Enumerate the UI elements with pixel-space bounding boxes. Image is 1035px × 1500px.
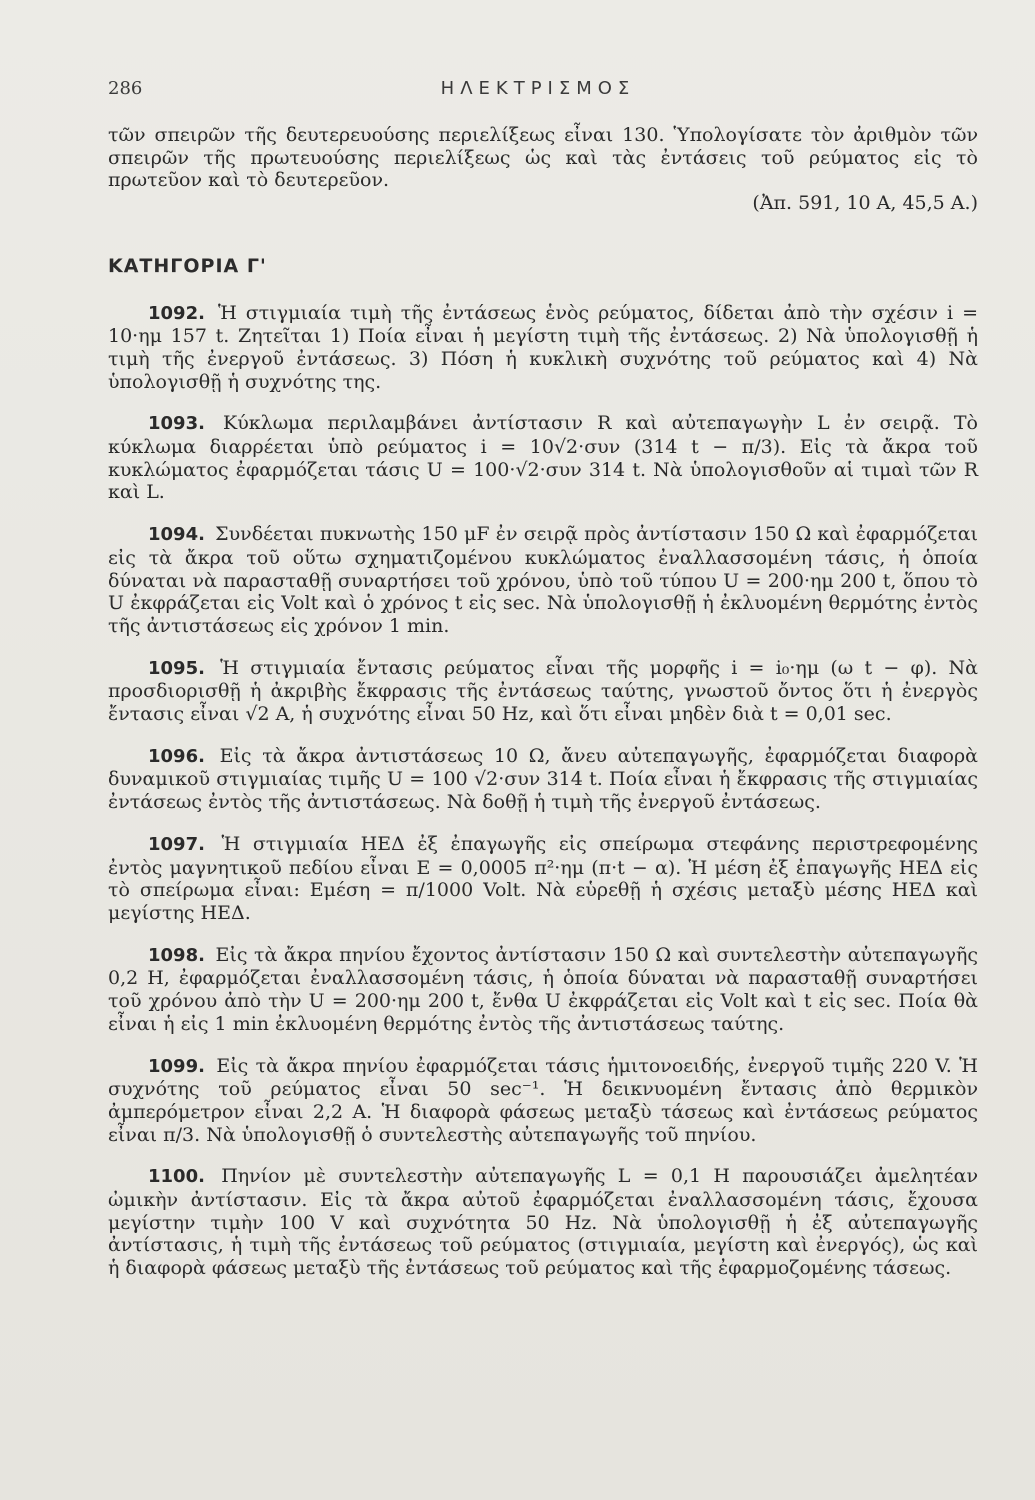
problem-text: Ἡ στιγμιαία τιμὴ τῆς ἐντάσεως ἑνὸς ρεύματος, δίδεται ἀπὸ τὴν σχέσιν i = 10·ημ 157 t. Ζητεῖται 1) Ποία εἶναι ἡ μεγίστη τιμὴ τῆς ἐντάσεως. 2) Νὰ ὑπολογισθῇ ἡ τιμὴ τῆς ἐνεργοῦ ἐντάσεως. 3) Πόση ἡ κυκλικὴ συχνότης τοῦ ρεύματος καὶ 4) Νὰ ὑπολογισθῇ ἡ συχνότης της. bbox=[108, 301, 978, 393]
intro-paragraph: τῶν σπειρῶν τῆς δευτερευούσης περιελίξεως εἶναι 130. Ὑπολογίσατε τὸν ἀριθμὸν τῶν σπειρῶν τῆς πρωτευούσης περιελίξεως ὡς καὶ τὰς ἐντάσεις τοῦ ρεύματος εἰς τὸ πρωτεῦον καὶ τὸ δευτερεῦον. bbox=[108, 124, 978, 192]
problem-number: 1100. bbox=[148, 1166, 205, 1188]
page-number: 286 bbox=[108, 78, 143, 99]
problem-1100 bbox=[108, 1165, 978, 1280]
problem-text: Συνδέεται πυκνωτὴς 150 μF ἐν σειρᾷ πρὸς ἀντίστασιν 150 Ω καὶ ἐφαρμόζεται εἰς τὰ ἄκρα τοῦ οὕτω σχηματιζομένου κυκλώματος ἐναλλασσομένη τάσις, ἡ ὁποία δύναται νὰ παρασταθῇ συναρτήσει τοῦ χρόνου, ὑπὸ τοῦ τύπου U = 200·ημ 200 t, ὅπου τὸ U ἐκφράζεται εἰς Volt καὶ ὁ χρόνος t εἰς sec. Νὰ ὑπολογισθῇ ἡ ἐκλυομένη θερμότης ἐντὸς τῆς ἀντιστάσεως εἰς χρόνον 1 min. bbox=[108, 523, 978, 637]
problem-number: 1098. bbox=[148, 944, 205, 966]
problem-text: Ἡ στιγμιαία ΗΕΔ ἐξ ἐπαγωγῆς εἰς σπείρωμα στεφάνης περιστρεφομένης ἐντὸς μαγνητικοῦ πεδίου εἶναι E = 0,0005 π²·ημ (π·t − α). Ἡ μέση ἐξ ἐπαγωγῆς ΗΕΔ εἰς τὸ σπείρωμα εἶναι: Eμέση = π/1000 Volt. Νὰ εὑρεθῇ ἡ σχέσις μεταξὺ μέσης ΗΕΔ καὶ μεγίστης ΗΕΔ. bbox=[108, 832, 978, 924]
problem-number: 1097. bbox=[148, 833, 205, 855]
page-content bbox=[108, 124, 978, 1299]
problem-1098 bbox=[108, 944, 978, 1036]
problem-number: 1092. bbox=[148, 302, 205, 324]
problem-1095 bbox=[108, 657, 978, 726]
problem-text: Εἰς τὰ ἄκρα ἀντιστάσεως 10 Ω, ἄνευ αὐτεπαγωγῆς, ἐφαρμόζεται διαφορὰ δυναμικοῦ στιγμιαίας τιμῆς U = 100 √2·συν 314 t. Ποία εἶναι ἡ ἔκφρασις τῆς στιγμιαίας ἐντάσεως ἐντὸς τῆς ἀντιστάσεως. Νὰ δοθῇ ἡ τιμὴ τῆς ἐνεργοῦ ἐντάσεως. bbox=[108, 744, 978, 814]
problem-number: 1095. bbox=[148, 657, 205, 679]
intro-answer: (Ἀπ. 591, 10 A, 45,5 A.) bbox=[752, 192, 978, 215]
problem-1097 bbox=[108, 833, 978, 925]
problem-text: Εἰς τὰ ἄκρα πηνίου ἔχοντος ἀντίστασιν 150 Ω καὶ συντελεστὴν αὐτεπαγωγῆς 0,2 H, ἐφαρμόζεται ἐναλλασσομένη τάσις, ἡ ὁποία δύναται νὰ παρασταθῇ συναρτήσει τοῦ χρόνου ἀπὸ τὴν U = 200·ημ 200 t, ἔνθα U ἐκφράζεται εἰς Volt καὶ t εἰς sec. Ποία θὰ εἶναι ἡ εἰς 1 min ἐκλυομένη θερμότης ἐντὸς τῆς ἀντιστάσεως ταύτης. bbox=[108, 943, 978, 1035]
problem-1092 bbox=[108, 302, 978, 394]
problem-1093 bbox=[108, 412, 978, 504]
page-header bbox=[108, 78, 968, 108]
problem-text: Πηνίον μὲ συντελεστὴν αὐτεπαγωγῆς L = 0,1 H παρουσιάζει ἀμελητέαν ὠμικὴν ἀντίστασιν. Εἰς τὰ ἄκρα αὐτοῦ ἐφαρμόζεται ἐναλλασσομένη τάσις, ἔχουσα μεγίστην τιμὴν 100 V καὶ συχνότητα 50 Hz. Νὰ ὑπολογισθῇ ἡ ἐξ αὐτεπαγωγῆς ἀντίστασις, ἡ τιμὴ τῆς ἐντάσεως τοῦ ρεύματος (στιγμιαία, μεγίστη καὶ ἐνεργός), ὡς καὶ ἡ διαφορὰ φάσεως μεταξὺ τῆς ἐντάσεως τοῦ ρεύματος καὶ τῆς ἐφαρμοζομένης τάσεως. bbox=[108, 1165, 978, 1280]
problem-1094 bbox=[108, 523, 978, 638]
problem-text: Ἡ στιγμιαία ἔντασις ρεύματος εἶναι τῆς μορφῆς i = i₀·ημ (ω t − φ). Νὰ προσδιορισθῇ ἡ ἀκριβὴς ἔκφρασις τῆς ἐντάσεως ταύτης, γνωστοῦ ὄντος ὅτι ἡ ἐνεργὸς ἔντασις εἶναι √2 A, ἡ συχνότης εἶναι 50 Hz, καὶ ὅτι εἶναι μηδὲν διὰ t = 0,01 sec. bbox=[108, 656, 978, 726]
problem-number: 1093. bbox=[148, 413, 205, 435]
problem-number: 1096. bbox=[148, 745, 205, 767]
problem-text: Εἰς τὰ ἄκρα πηνίου ἐφαρμόζεται τάσις ἡμιτονοειδής, ἐνεργοῦ τιμῆς 220 V. Ἡ συχνότης τοῦ ρεύματος εἶναι 50 sec⁻¹. Ἡ δεικνυομένη ἔντασις ἀπὸ θερμικὸν ἀμπερόμετρον εἶναι 2,2 A. Ἡ διαφορὰ φάσεως μεταξὺ τάσεως καὶ ἐντάσεως ρεύματος εἶναι π/3. Νὰ ὑπολογισθῇ ὁ συντελεστὴς αὐτεπαγωγῆς τοῦ πηνίου. bbox=[108, 1054, 978, 1146]
problem-number: 1094. bbox=[148, 524, 205, 546]
problem-1096 bbox=[108, 745, 978, 814]
problem-number: 1099. bbox=[148, 1055, 205, 1077]
category-heading: ΚΑΤΗΓΟΡΙΑ Γ' bbox=[108, 254, 267, 277]
problem-1099 bbox=[108, 1055, 978, 1147]
running-title: ΗΛΕΚΤΡΙΣΜΟΣ bbox=[440, 78, 636, 99]
problem-text: Κύκλωμα περιλαμβάνει ἀντίστασιν R καὶ αὐτεπαγωγὴν L ἐν σειρᾷ. Τὸ κύκλωμα διαρρέεται ὑπὸ ρεύματος i = 10√2·συν (314 t − π/3). Εἰς τὰ ἄκρα τοῦ κυκλώματος ἐφαρμόζεται τάσις U = 100·√2·συν 314 t. Νὰ ὑπολογισθοῦν αἱ τιμαὶ τῶν R καὶ L. bbox=[108, 412, 978, 504]
